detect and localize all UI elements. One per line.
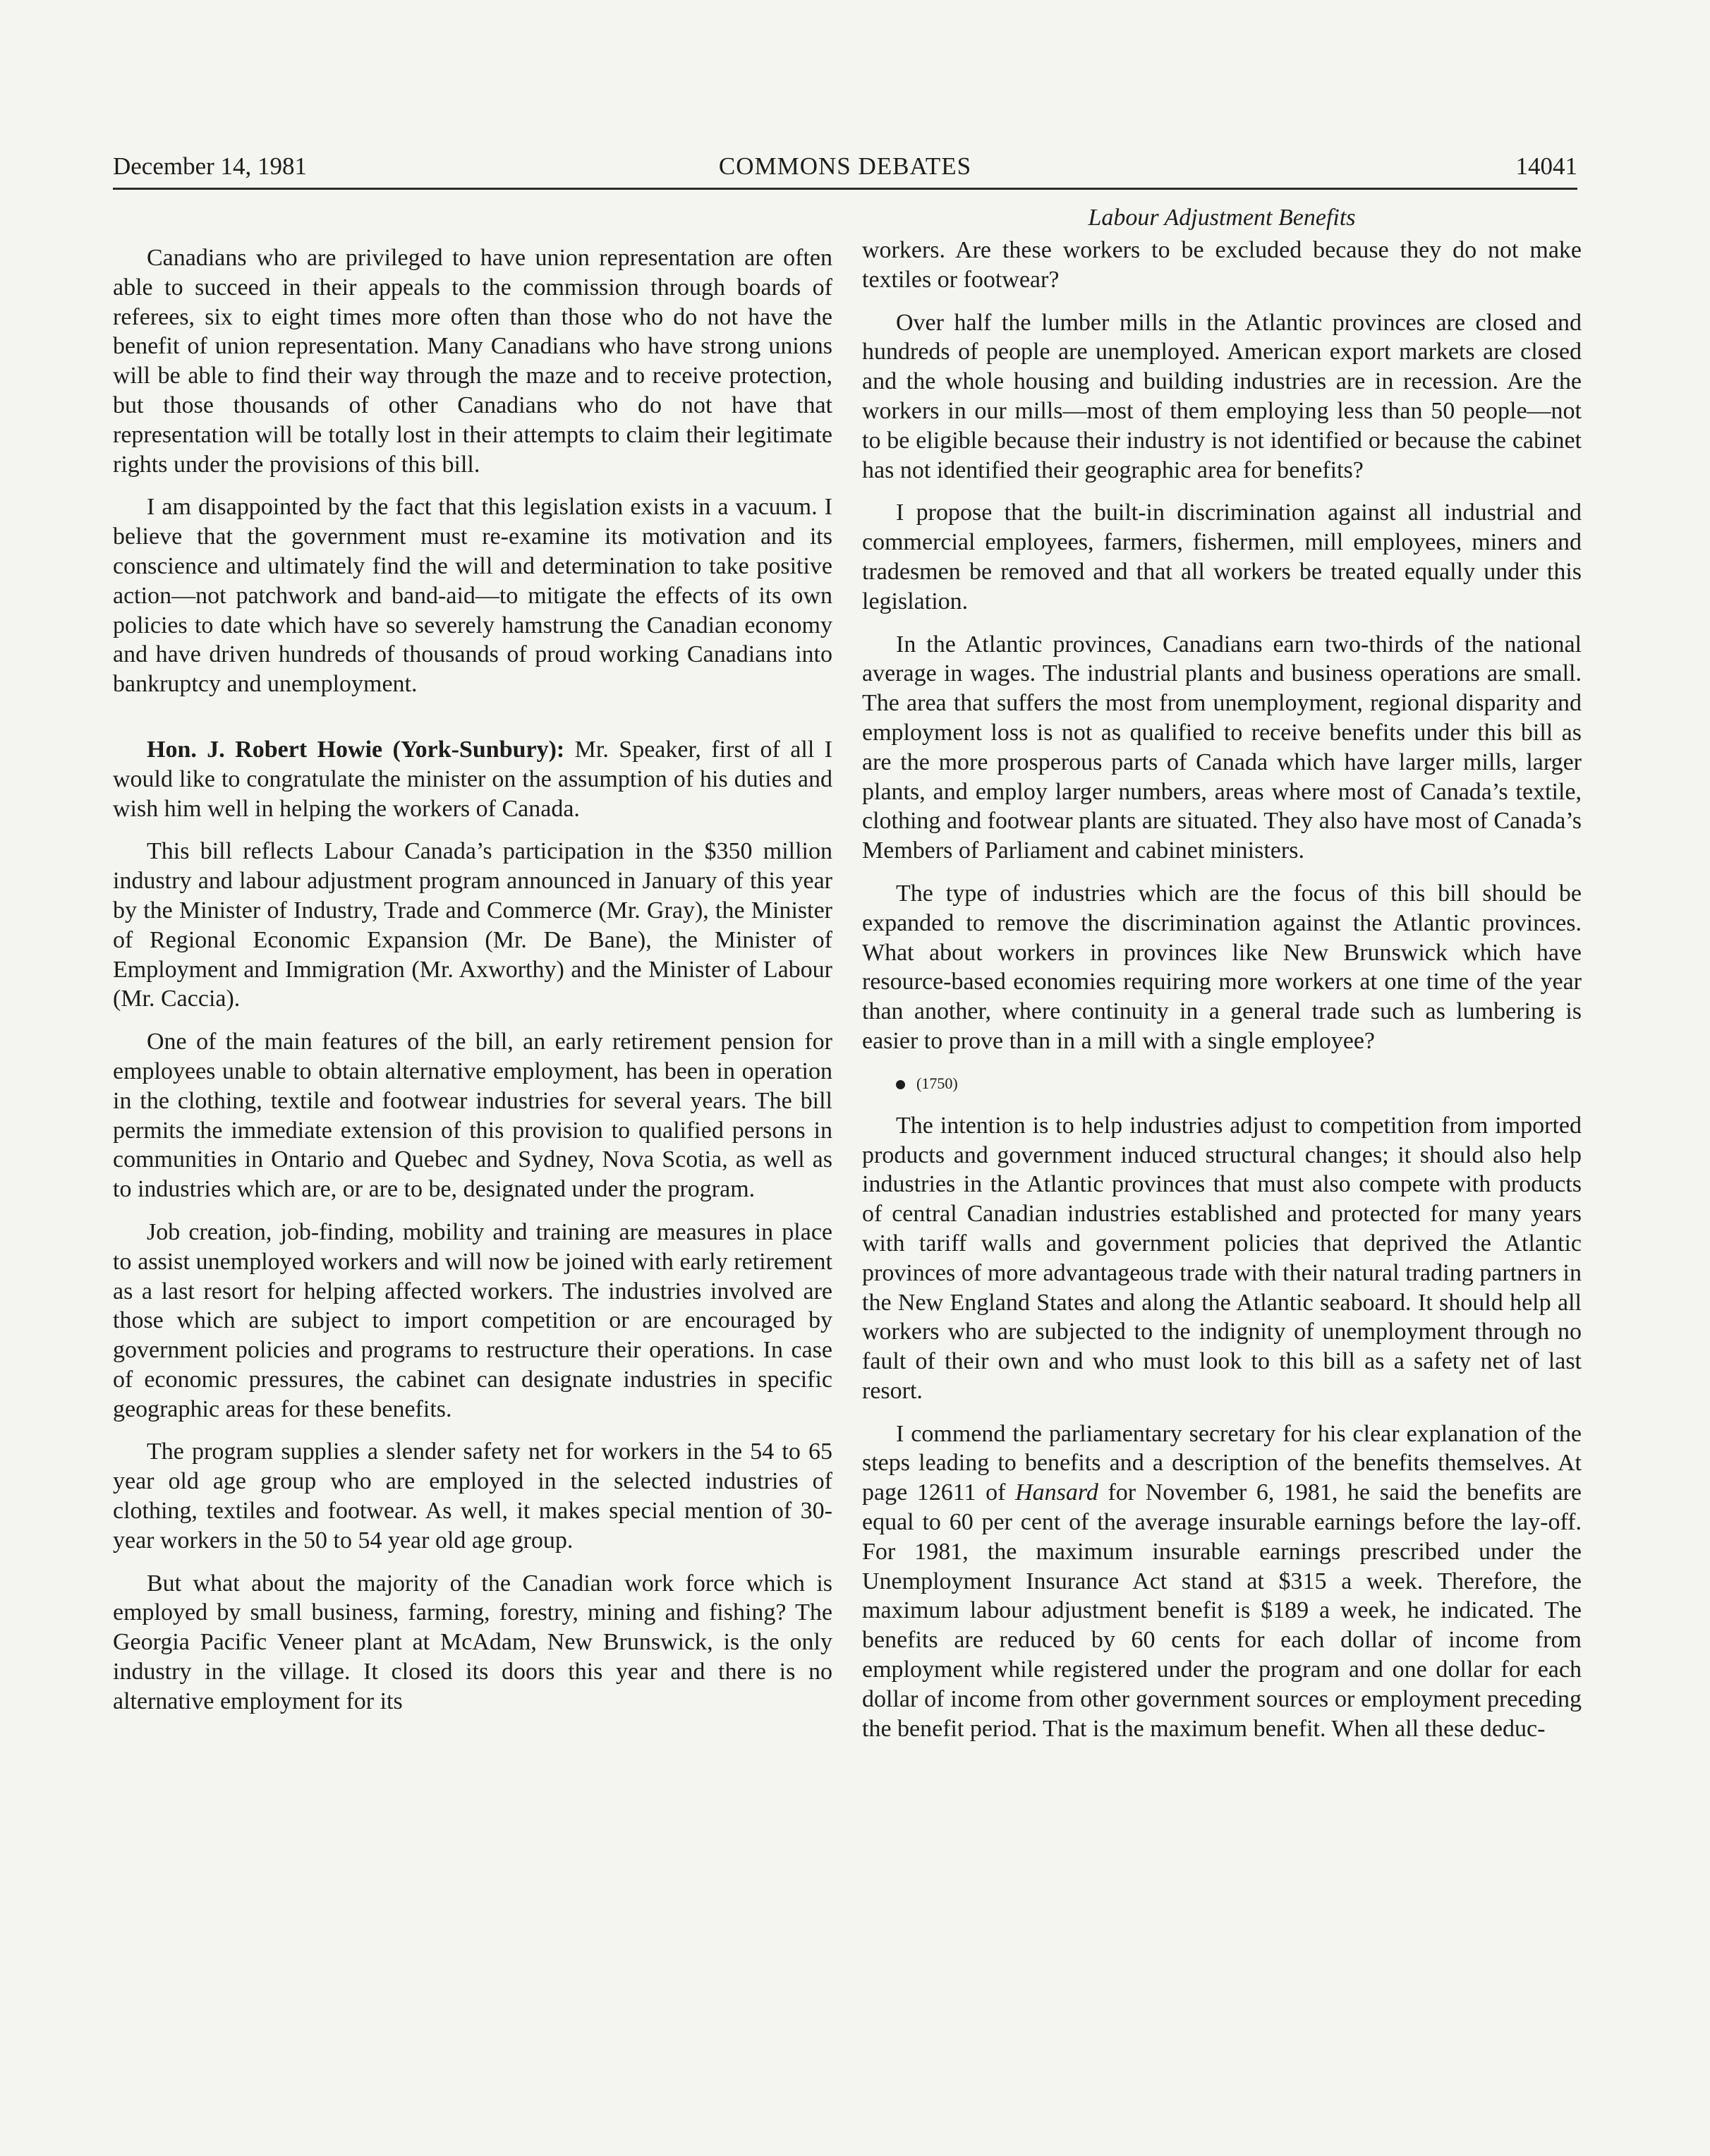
paragraph: The type of industries which are the focus of this bill should be expanded to remove the discrimination against the Atlantic provinces. What about workers in provinces like New Brunswick which have resource-based economies requiring more workers at one time of the year than another, where continuity in a general trade such as lumbering is easier to prove than in a mill with a single employee? <box>862 880 1582 1054</box>
paragraph: Over half the lumber mills in the Atlantic provinces are closed and hundreds of people are unemployed. American export markets are closed and the whole housing and building industries are in recession. Are the workers in our mills—most of them employing less than 50 people—not to be eligible because their industry is not identified or because the cabinet has not identified their geographic area for benefits? <box>862 309 1582 483</box>
left-column <box>113 243 832 1730</box>
section-title: Labour Adjustment Benefits <box>1088 205 1356 231</box>
right-column <box>862 203 1582 1757</box>
paragraph: But what about the majority of the Canadian work force which is employed by small business, farming, forestry, mining and fishing? The Georgia Pacific Veneer plant at McAdam, New Brunswick, is the only industry in the village. It closed its doors this year and there is no alternative employment for its <box>113 1570 832 1714</box>
spacer <box>113 713 832 735</box>
paragraph: I am disappointed by the fact that this legislation exists in a vacuum. I believe that the government must re-examine its motivation and its conscience and ultimately find the will and determination to take positive action—not patchwork and band-aid—to mitigate the effects of its own policies to date which have so severely hamstrung the Canadian economy and have driven hundreds of thousands of proud working Canadians into bankruptcy and unemployment. <box>113 494 832 698</box>
page-header <box>113 145 1577 190</box>
hansard-title: Hansard <box>1015 1479 1098 1506</box>
paragraph: Job creation, job-finding, mobility and training are measures in place to assist unemployed workers and will now be joined with early retirement as a last resort for helping affected workers. The industries involved are those which are subject to import competition or are encouraged by government policies and programs to restructure their operations. In case of economic pressures, the cabinet can designate industries in specific geographic areas for these benefits. <box>113 1218 832 1422</box>
paragraph: In the Atlantic provinces, Canadians earn two-thirds of the national average in wages. The industrial plants and business operations are small. The area that suffers the most from unemployment, regional disparity and employment loss is not as qualified to receive benefits under this bill as are the more prosperous parts of Canada which have larger mills, larger plants, and employ larger numbers, areas where most of Canada’s textile, clothing and footwear plants are situated. They also have most of Canada’s Members of Parliament and cabinet ministers. <box>862 631 1582 864</box>
paragraph: workers. Are these workers to be excluded because they do not make textiles or footwear? <box>862 237 1582 293</box>
paragraph: One of the main features of the bill, an early retirement pension for employees unable to obtain alternative employment, has been in operation in the clothing, textile and footwear industries for several years. The bill permits the immediate extension of this provision to qualified persons in communities in Ontario and Quebec and Sydney, Nova Scotia, as well as to industries which are, or are to be, designated under the program. <box>113 1029 832 1203</box>
header-page-number: 14041 <box>1515 152 1577 180</box>
paragraph: I propose that the built-in discrimination against all industrial and commercial employees, farmers, fishermen, mill employees, miners and tradesmen be removed and that all workers be treated equally under this legislation. <box>862 499 1582 614</box>
timestamp: (1750) <box>916 1074 958 1092</box>
paragraph: This bill reflects Labour Canada’s participation in the $350 million industry and labour adjustment program announced in January of this year by the Minister of Industry, Trade and Commerce (Mr. Gray), the Minister of Regional Economic Expansion (Mr. De Bane), the Minister of Employment and Immigration (Mr. Axworthy) and the Minister of Labour (Mr. Caccia). <box>113 838 832 1012</box>
paragraph <box>862 1419 1582 1744</box>
paragraph: Canadians who are privileged to have union representation are often able to succeed in their appeals to the commission through boards of referees, six to eight times more often than those who do not have the benefit of union representation. Many Canadians who have strong unions will be able to find their way through the maze and to receive protection, but those thousands of other Canadians who do not have that representation will be totally lost in their attempts to claim their legitimate rights under the provisions of this bill. <box>113 245 832 478</box>
paragraph-part: I commend the parliamentary secretary for his clear explanation of the steps leading to benefits and a description of the benefits themselves. At page 12611 of <box>862 1420 1582 1506</box>
speaker-text: Mr. Speaker, first of all I would like to congratulate the minister on the assumption of his duties and wish him well in helping the workers of Canada. <box>113 736 833 822</box>
header-date: December 14, 1981 <box>113 152 308 180</box>
bullet-icon <box>896 1080 905 1089</box>
timestamp-marker <box>862 1070 1582 1098</box>
speaker-name: Hon. J. Robert Howie (York-Sunbury): <box>147 736 565 763</box>
paragraph: The program supplies a slender safety net for workers in the 54 to 65 year old age group who are employed in the selected industries of clothing, textiles and footwear. As well, it makes special mention of 30-year workers in the 50 to 54 year old age group. <box>113 1439 832 1554</box>
paragraph-speaker <box>113 735 832 823</box>
paragraph: The intention is to help industries adjust to competition from imported products and government induced structural changes; it should also help industries in the Atlantic provinces that must also compete with products of central Canadian industries established and protected for many years with tariff walls and government policies that deprived the Atlantic provinces of more advantageous trade with their natural trading partners in the New England States and along the Atlantic seaboard. It should help all workers who are subjected to the indignity of unemployment through no fault of their own and who must look to this bill as a safety net of last resort. <box>862 1112 1582 1404</box>
header-title: COMMONS DEBATES <box>718 152 972 180</box>
paragraph-part: for November 6, 1981, he said the benefits are equal to 60 per cent of the average insurable earnings before the lay-off. For 1981, the maximum insurable earnings prescribed under the Unemployment Insurance Act stand at $315 a week. Therefore, the maximum labour adjustment benefit is $189 a week, he indicated. The benefits are reduced by 60 cents for each dollar of income from employment while registered under the program and one dollar for each dollar of income from other government sources or employment preceding the benefit period. That is the maximum benefit. When all these deduc- <box>862 1479 1582 1742</box>
